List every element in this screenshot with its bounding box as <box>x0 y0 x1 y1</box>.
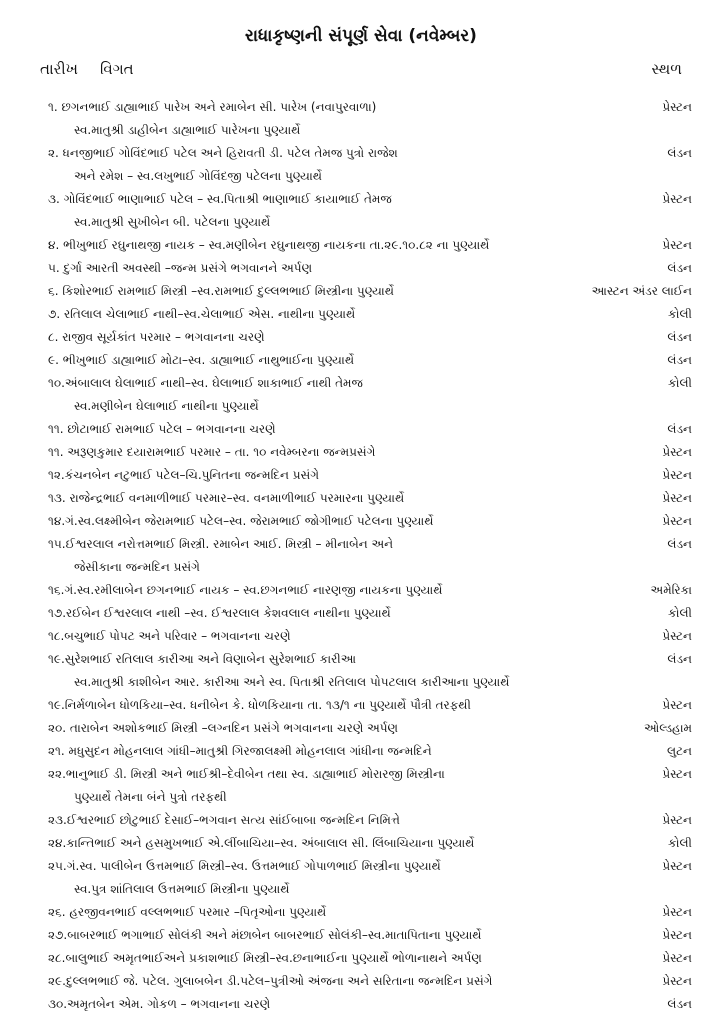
entry-line <box>0 809 722 832</box>
entry-place: પ્રેસ્ટન <box>662 514 692 528</box>
entry-place: પ્રેસ્ટન <box>662 629 692 643</box>
entry-place: કોલી <box>668 307 692 321</box>
entry-place: પ્રેસ્ટન <box>662 905 692 919</box>
entry-place: પ્રેસ્ટન <box>662 238 692 252</box>
entry-place: લંડન <box>667 353 692 367</box>
entry-place: કોલી <box>668 606 692 620</box>
column-header-place: સ્થળ <box>651 60 682 78</box>
list-item <box>0 510 722 533</box>
entry-place: લંડન <box>667 330 692 344</box>
entry-line <box>0 832 722 855</box>
entry-line <box>0 694 722 717</box>
entry-line <box>0 924 722 947</box>
list-item <box>0 372 722 418</box>
entry-line <box>0 257 722 280</box>
list-item <box>0 349 722 372</box>
entry-text: ૧૦.અંબાલાલ ઘેલાભાઈ નાથી–સ્વ. ઘેલાભાઈ શાકાભાઈ નાથી તેમજ <box>48 376 363 390</box>
entry-place: અમેરિકા <box>650 583 692 597</box>
list-item <box>0 832 722 855</box>
entry-line <box>0 855 722 878</box>
entry-text: ૧૯.નિર્મળાબેન ધોળકિયા–સ્વ. ધનીબેન કે. ધોળકિયાના તા. ૧૩/૧ ના પુણ્યાર્થે પૌત્રી તરફથી <box>48 698 471 712</box>
list-item <box>0 970 722 993</box>
entry-place: લંડન <box>667 652 692 666</box>
entry-line <box>0 717 722 740</box>
entry-place: પ્રેસ્ટન <box>662 445 692 459</box>
list-item <box>0 694 722 717</box>
entry-text: ૧૨.કંચનબેન નટુભાઈ પટેલ–ચિ.પુનિતના જન્મદિન પ્રસંગે <box>48 468 320 482</box>
entry-place: પ્રેસ્ટન <box>662 974 692 988</box>
entry-line <box>0 326 722 349</box>
entry-place: કોલી <box>668 836 692 850</box>
entry-continuation-line <box>0 556 722 579</box>
entry-text: ૩. ગોવિંદભાઈ ભાણાભાઈ પટેલ – સ્વ.પિતાશ્રી ભાણાભાઈ કાયાભાઈ તેમજ <box>48 192 392 206</box>
entry-place: ઓલ્ડહામ <box>643 721 692 735</box>
entry-line <box>0 648 722 671</box>
list-item <box>0 809 722 832</box>
entry-continuation-line <box>0 165 722 188</box>
entry-text: સ્વ.પુત્ર શાંતિલાલ ઉત્તમભાઈ મિસ્ત્રીના પુણ્યાર્થે <box>74 882 290 896</box>
entry-line <box>0 510 722 533</box>
entry-text: ૫. દુર્ગા આરતી અવસ્થી –જન્મ પ્રસંગે ભગવાનને અર્પણ <box>48 261 313 275</box>
entry-line <box>0 763 722 786</box>
column-header-date: તારીખ <box>40 60 78 78</box>
entry-line <box>0 280 722 303</box>
column-header-detail: વિગત <box>100 60 134 78</box>
list-item <box>0 763 722 809</box>
entry-text: ૨૯.દુલ્લભભાઈ જે. પટેલ. ગુલાબબેન ડી.પટેલ–પુત્રીઓ અંજના અને સરિતાના જન્મદિન પ્રસંગે <box>48 974 493 988</box>
entry-line <box>0 441 722 464</box>
list-item <box>0 188 722 234</box>
entry-text: ૨૧. મધુસુદન મોહનલાલ ગાંધી–માતુશ્રી ગિરજાલક્ષ્મી મોહનલાલ ગાંધીના જન્મદિને <box>48 744 432 758</box>
entry-text: ૨૫.ગં.સ્વ. પાલીબેન ઉત્તમભાઈ મિસ્ત્રી–સ્વ. ઉત્તમભાઈ ગોપાળભાઈ મિસ્ત્રીના પુણ્યાર્થે <box>48 859 441 873</box>
entry-place: પ્રેસ્ટન <box>662 859 692 873</box>
entry-text: ૧૩. રાજેન્દ્રભાઈ વનમાળીભાઈ પરમાર–સ્વ. વનમાળીભાઈ પરમારના પુણ્યાર્થે <box>48 491 405 505</box>
entry-line <box>0 372 722 395</box>
list-item <box>0 280 722 303</box>
column-header-left <box>40 60 134 78</box>
entry-text: ૬. કિશોરભાઈ રામભાઈ મિસ્ત્રી –સ્વ.રામભાઈ દુલ્લભભાઈ મિસ્ત્રીના પુણ્યાર્થે <box>48 284 394 298</box>
list-item <box>0 579 722 602</box>
entry-line <box>0 901 722 924</box>
entry-place: આસ્ટન અંડર લાઈન <box>591 284 692 298</box>
entry-text: ૧૯.સુરેશભાઈ રતિલાલ કારીઆ અને વિણાબેન સુરેશભાઈ કારીઆ <box>48 652 356 666</box>
list-item <box>0 234 722 257</box>
list-item <box>0 993 722 1016</box>
entry-place: પ્રેસ્ટન <box>662 192 692 206</box>
entry-text: જેસીકાના જન્મદિન પ્રસંગે <box>74 560 200 574</box>
list-item <box>0 257 722 280</box>
entry-continuation-line <box>0 786 722 809</box>
list-item <box>0 487 722 510</box>
list-item <box>0 648 722 694</box>
entry-text: ૯. ભીખુભાઈ ડાહ્યાભાઈ મોટા–સ્વ. ડાહ્યાભાઈ નાથુભાઈના પુણ્યાર્થે <box>48 353 355 367</box>
entry-line <box>0 579 722 602</box>
entry-text: ૧૧. છોટાભાઈ રામભાઈ પટેલ – ભગવાનના ચરણે <box>48 422 276 436</box>
entry-text: ૨૭.બાબરભાઈ ભગાભાઈ સોલંકી અને મંછાબેન બાબરભાઈ સોલંકી–સ્વ.માતાપિતાના પુણ્યાર્થે <box>48 928 482 942</box>
entry-place: લંડન <box>667 422 692 436</box>
entry-line <box>0 533 722 556</box>
entry-text: ૧. છગનભાઈ ડાહ્યાભાઈ પારેખ અને રમાબેન સી. પારેખ (નવાપુરવાળા) <box>48 100 377 114</box>
entry-place: પ્રેસ્ટન <box>662 767 692 781</box>
entry-text: ૧૭.રઈબેન ઈશ્વરલાલ નાથી –સ્વ. ઈશ્વરલાલ કેશવલાલ નાથીના પુણ્યાર્થે <box>48 606 391 620</box>
list-item <box>0 326 722 349</box>
list-item <box>0 418 722 441</box>
entry-line <box>0 188 722 211</box>
entry-line <box>0 487 722 510</box>
entry-place: લુટન <box>667 744 692 758</box>
list-item <box>0 142 722 188</box>
entry-place: લંડન <box>667 146 692 160</box>
entry-line <box>0 303 722 326</box>
entry-line <box>0 418 722 441</box>
entry-place: પ્રેસ્ટન <box>662 928 692 942</box>
entry-text: ૨૪.કાન્તિભાઈ અને હસમુખભાઈ એ.લીંબાચિયા–સ્વ. અંબાલાલ સી. લિંબાચિયાના પુણ્યાર્થે <box>48 836 475 850</box>
entry-text: ૧૪.ગં.સ્વ.લક્ષ્મીબેન જેરામભાઈ પટેલ–સ્વ. જેરામભાઈ જોગીભાઈ પટેલના પુણ્યાર્થે <box>48 514 434 528</box>
entry-place: પ્રેસ્ટન <box>662 698 692 712</box>
list-item <box>0 740 722 763</box>
entry-text: ૨૦. તારાબેન અશોકભાઈ મિસ્ત્રી –લગ્નદિન પ્રસંગે ભગવાનના ચરણે અર્પણ <box>48 721 399 735</box>
entry-continuation-line <box>0 671 722 694</box>
entry-text: ૪. ભીખુભાઈ રઘુનાથજી નાયક – સ્વ.મણીબેન રઘુનાથજી નાયકના તા.૨૯.૧૦.૮૨ ના પુણ્યાર્થે <box>48 238 490 252</box>
entry-line <box>0 96 722 119</box>
entry-line <box>0 970 722 993</box>
list-item <box>0 947 722 970</box>
entry-continuation-line <box>0 211 722 234</box>
entry-text: ૨. ધનજીભાઈ ગોવિંદભાઈ પટેલ અને હિરાવતી ડી. પટેલ તેમજ પુત્રો રાજેશ <box>48 146 398 160</box>
entry-line <box>0 947 722 970</box>
entry-text: ૧૮.બચુભાઈ પોપટ અને પરિવાર – ભગવાનના ચરણે <box>48 629 291 643</box>
entry-text: ૨૩.ઈશ્વરભાઈ છોટુભાઈ દેસાઈ–ભગવાન સત્ય સાંઈબાબા જન્મદિન નિમિત્તે <box>48 813 400 827</box>
entry-text: ૮. રાજીવ સૂર્યકાંત પરમાર – ભગવાનના ચરણે <box>48 330 265 344</box>
list-item <box>0 303 722 326</box>
entry-text: ૧૧. અરૂણકુમાર દયારામભાઈ પરમાર – તા. ૧૦ નવેમ્બરના જન્મપ્રસંગે <box>48 445 376 459</box>
entry-text: સ્વ.માતુશ્રી સુખીબેન બી. પટેલના પુણ્યાર્થે <box>74 215 271 229</box>
entry-text: ૨૮.બાલુભાઈ અમૃતભાઈઅને પ્રકાશભાઈ મિસ્ત્રી–સ્વ.છનાભાઈના પુણ્યાર્થે ભોળાનાથને અર્પણ <box>48 951 482 965</box>
entry-text: અને રમેશ – સ્વ.લખુભાઈ ગોવિંદજી પટેલના પુણ્યાર્થે <box>74 169 322 183</box>
entry-place: કોલી <box>668 376 692 390</box>
seva-list <box>0 96 722 1016</box>
entry-line <box>0 234 722 257</box>
entry-place: પ્રેસ્ટન <box>662 491 692 505</box>
entry-place: લંડન <box>667 261 692 275</box>
entry-place: લંડન <box>667 537 692 551</box>
entry-text: ૭. રતિલાલ ચેલાભાઈ નાથી–સ્વ.ચેલાભાઈ એસ. નાથીના પુણ્યાર્થે <box>48 307 356 321</box>
entry-line <box>0 602 722 625</box>
page-title: રાધાકૃષ્ણની સંપૂર્ણ સેવા (નવેમ્બર) <box>245 26 477 46</box>
list-item <box>0 533 722 579</box>
entry-place: લંડન <box>667 997 692 1011</box>
list-item <box>0 96 722 142</box>
list-item <box>0 717 722 740</box>
entry-continuation-line <box>0 119 722 142</box>
entry-line <box>0 993 722 1016</box>
entry-text: ૧૬.ગં.સ્વ.રમીલાબેન છગનભાઈ નાયક – સ્વ.છગનભાઈ નારણજી નાયકના પુણ્યાર્થે <box>48 583 443 597</box>
entry-text: ૨૨.ભાનુભાઈ ડી. મિસ્ત્રી અને ભાઈશ્રી–દેવીબેન તથા સ્વ. ડાહ્યાભાઈ મોરારજી મિસ્ત્રીના <box>48 767 445 781</box>
entry-continuation-line <box>0 395 722 418</box>
entry-text: ૩૦.અમૃતબેન એમ. ગોકળ – ભગવાનના ચરણે <box>48 997 271 1011</box>
entry-text: પુણ્યાર્થે તેમના બંને પુત્રો તરફથી <box>74 790 227 804</box>
entry-text: ૨૬. હરજીવનભાઈ વલ્લભભાઈ પરમાર –પિતૃઓના પુણ્યાર્થે <box>48 905 327 919</box>
entry-place: પ્રેસ્ટન <box>662 468 692 482</box>
entry-place: પ્રેસ્ટન <box>662 813 692 827</box>
entry-continuation-line <box>0 878 722 901</box>
list-item <box>0 924 722 947</box>
entry-line <box>0 740 722 763</box>
list-item <box>0 901 722 924</box>
entry-line <box>0 625 722 648</box>
entry-text: ૧૫.ઈશ્વરલાલ નરોત્તમભાઈ મિસ્ત્રી. રમાબેન આઈ. મિસ્ત્રી – મીનાબેન અને <box>48 537 394 551</box>
list-item <box>0 464 722 487</box>
entry-place: પ્રેસ્ટન <box>662 951 692 965</box>
list-item <box>0 855 722 901</box>
entry-place: પ્રેસ્ટન <box>662 100 692 114</box>
entry-text: સ્વ.મણીબેન ઘેલાભાઈ નાથીના પુણ્યાર્થે <box>74 399 259 413</box>
entry-text: સ્વ.માતુશ્રી ડાહીબેન ડાહ્યાભાઈ પારેખના પુણ્યાર્થે <box>74 123 301 137</box>
list-item <box>0 441 722 464</box>
entry-line <box>0 464 722 487</box>
entry-text: સ્વ.માતુશ્રી કાશીબેન આર. કારીઆ અને સ્વ. પિતાશ્રી રતિલાલ પોપટલાલ કારીઆના પુણ્યાર્થે <box>74 675 510 689</box>
list-item <box>0 625 722 648</box>
list-item <box>0 602 722 625</box>
entry-line <box>0 142 722 165</box>
entry-line <box>0 349 722 372</box>
